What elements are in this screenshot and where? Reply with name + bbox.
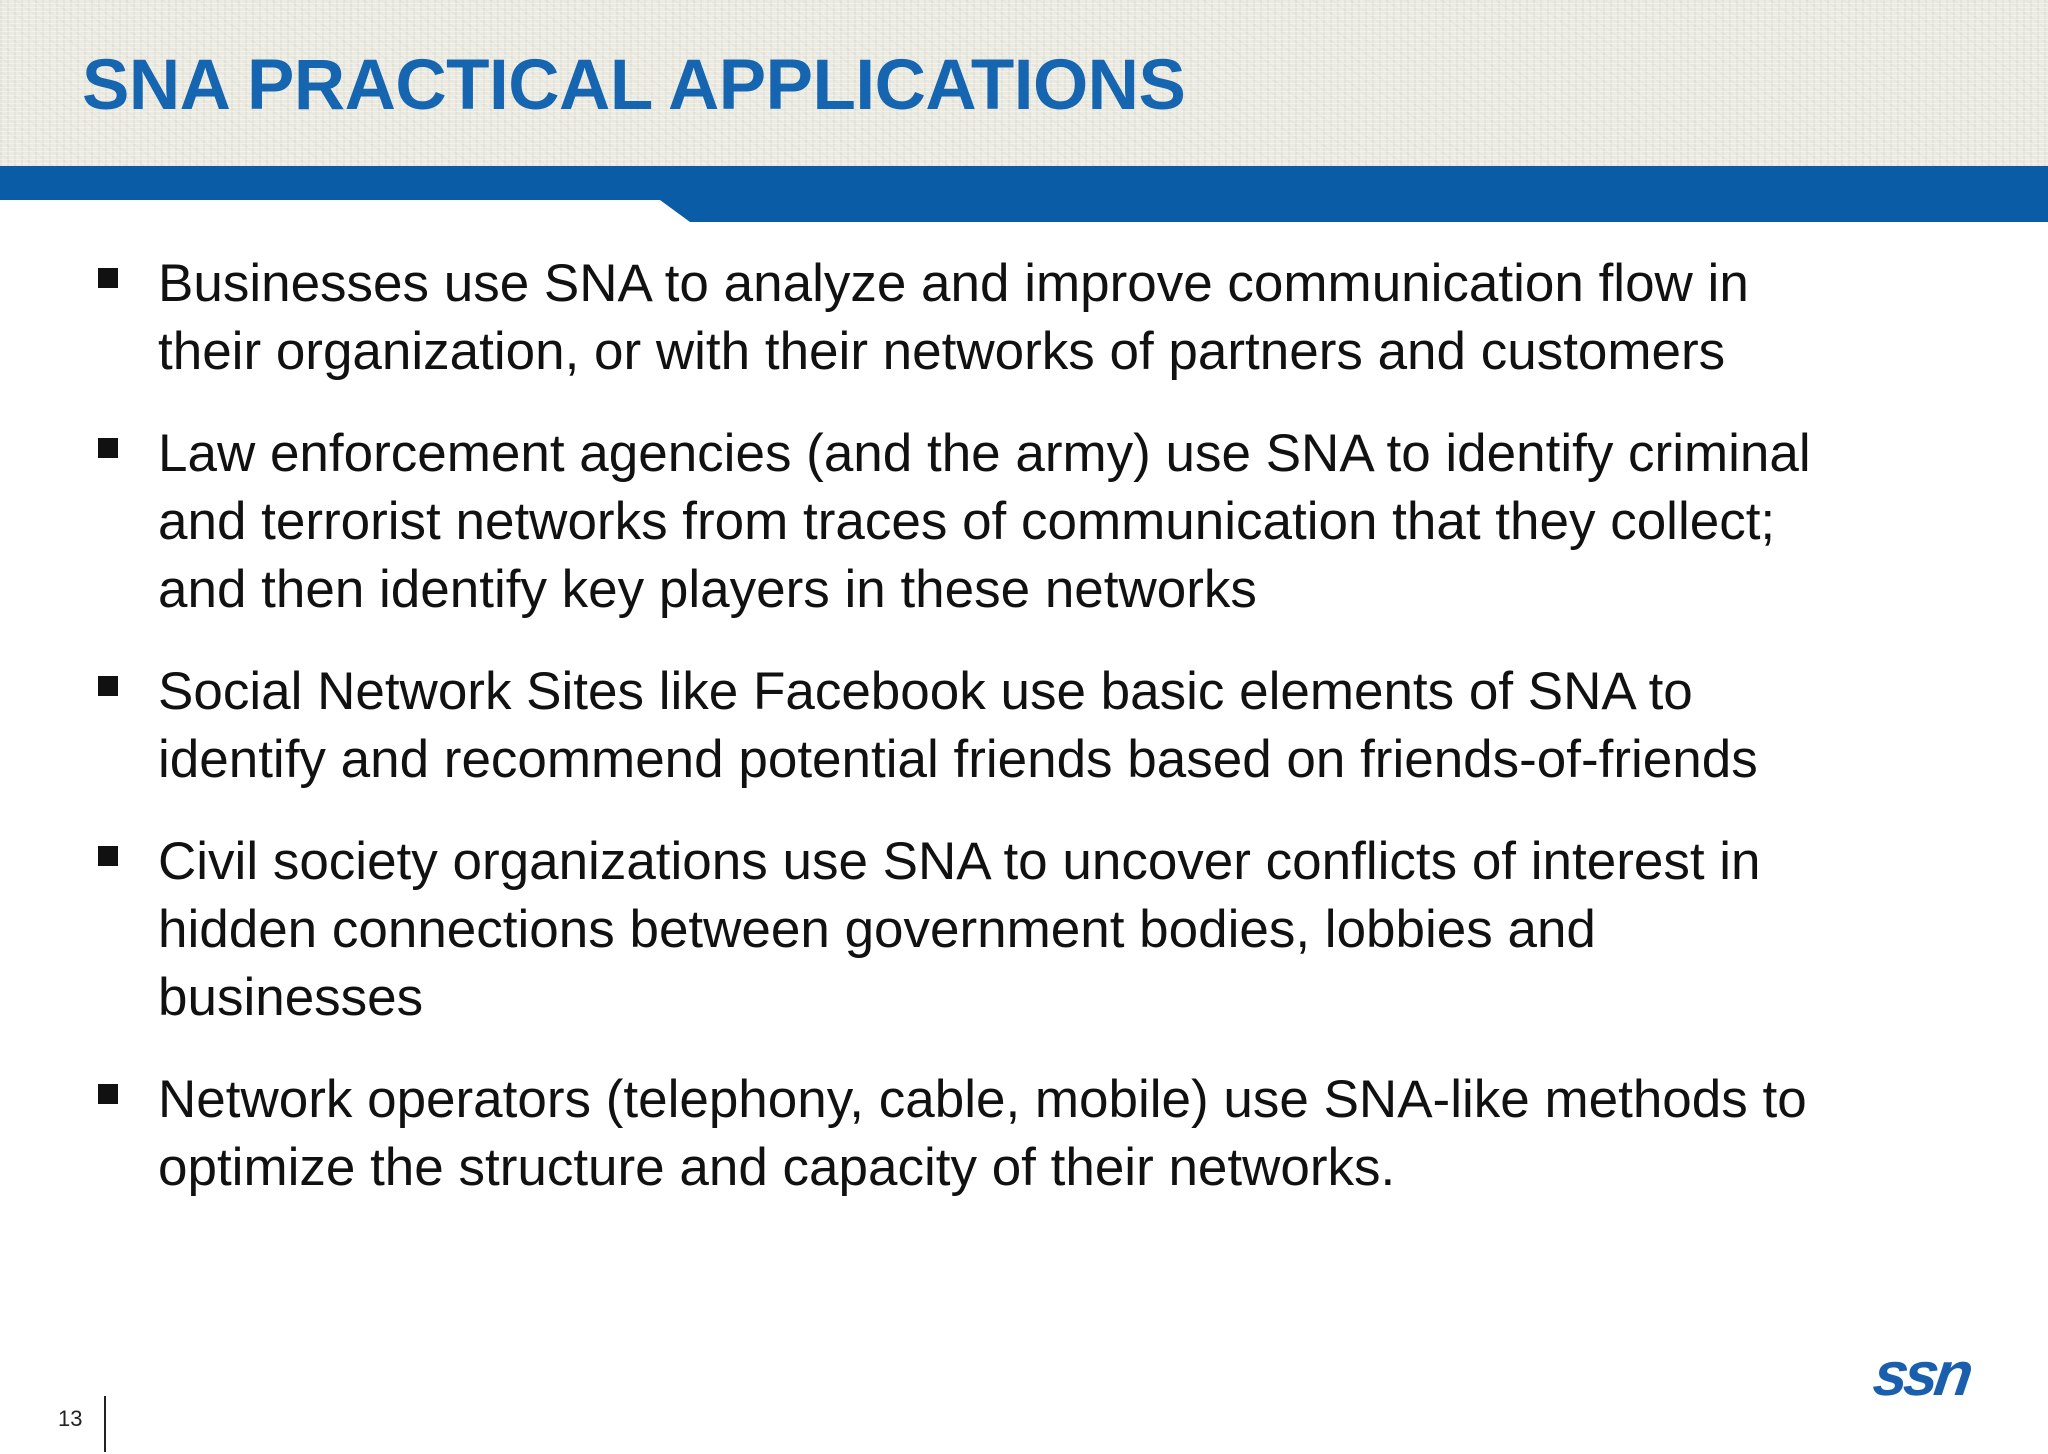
- bullet-item: [98, 420, 1998, 624]
- square-bullet-icon: [98, 846, 118, 866]
- bullet-item: [98, 828, 1998, 1032]
- bullet-text: Law enforcement agencies (and the army) use SNA to identify criminal and terrorist networks from traces of communication that they collect; and then identify key players in these networks: [158, 424, 1811, 619]
- square-bullet-icon: [98, 268, 118, 288]
- bullet-item: [98, 658, 1998, 794]
- bullet-item: [98, 250, 1998, 386]
- square-bullet-icon: [98, 1084, 118, 1104]
- square-bullet-icon: [98, 676, 118, 696]
- title-bar-shape: [0, 166, 2048, 222]
- bullet-item: [98, 1066, 1998, 1202]
- page-number-divider: [104, 1396, 106, 1452]
- bullet-text: Businesses use SNA to analyze and improve communication flow in their organization, or with their networks of partners and customers: [158, 254, 1749, 381]
- square-bullet-icon: [98, 438, 118, 458]
- page-number: 13: [58, 1406, 83, 1431]
- bullet-list: [98, 250, 1998, 1236]
- bullet-text: Network operators (telephony, cable, mobile) use SNA-like methods to optimize the structure and capacity of their networks.: [158, 1070, 1807, 1197]
- slide-title: SNA PRACTICAL APPLICATIONS: [82, 46, 1186, 125]
- ssn-logo: ssn: [1869, 1340, 1974, 1409]
- bullet-text: Civil society organizations use SNA to uncover conflicts of interest in hidden connections between government bodies, lobbies and businesses: [158, 832, 1761, 1027]
- bullet-text: Social Network Sites like Facebook use basic elements of SNA to identify and recommend potential friends based on friends-of-friends: [158, 662, 1758, 789]
